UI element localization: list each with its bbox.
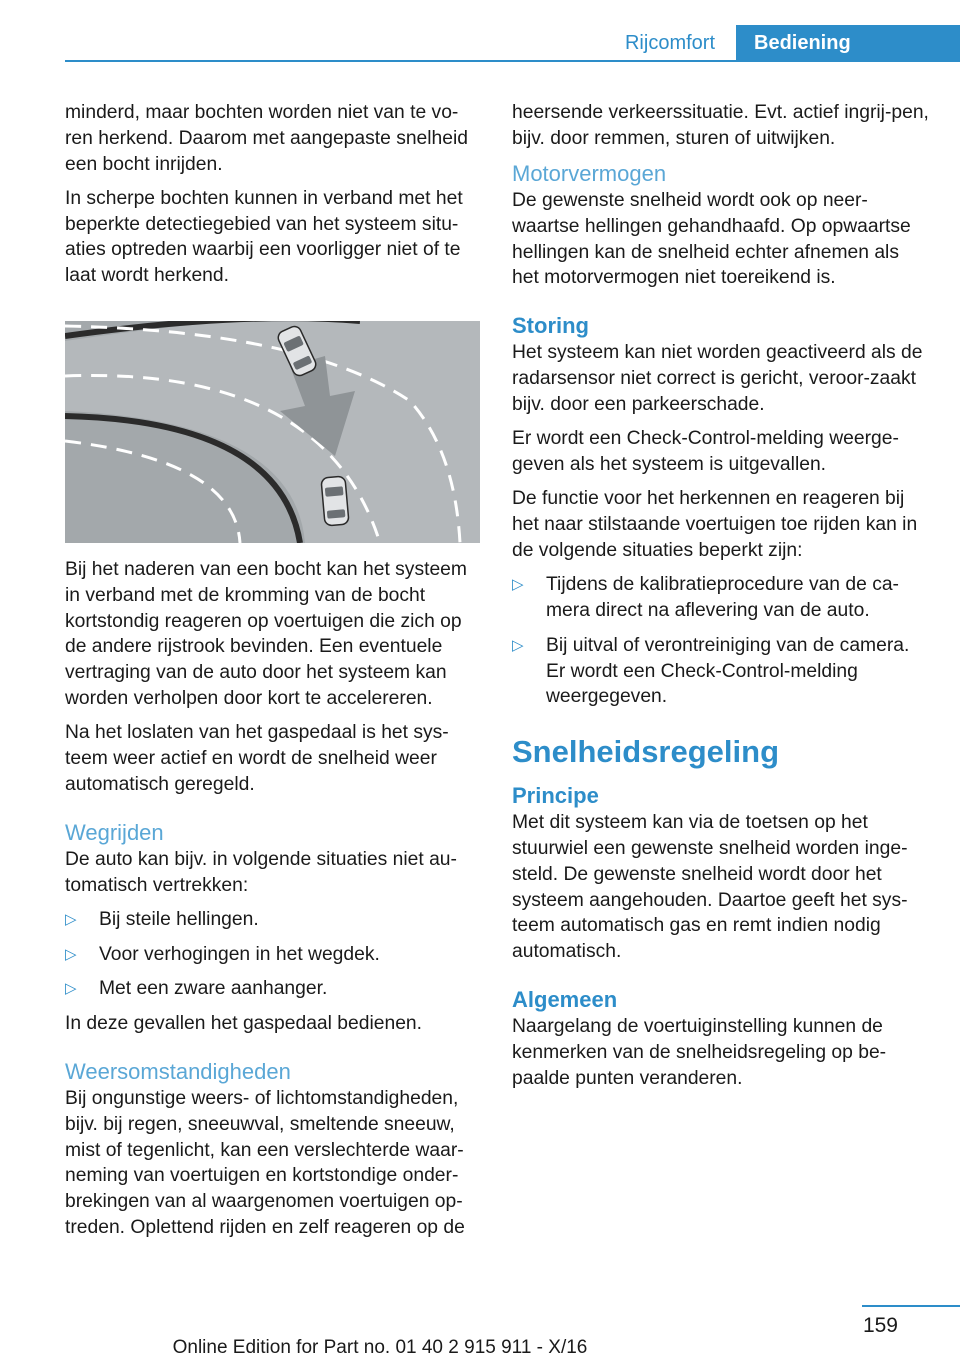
- curve-illustration: [65, 321, 480, 543]
- paragraph: heersende verkeerssituatie. Evt. actief ingrij‐pen, bijv. door remmen, sturen of uitwijken.: [512, 102, 929, 149]
- section-tab-bediening[interactable]: Bediening: [736, 25, 960, 61]
- footer-rule: [862, 1305, 960, 1307]
- paragraph: De gewenste snelheid wordt ook op neer‐waartse hellingen gehandhaafd. Op opwaartse hellingen kan de snelheid echter afnemen als het motorvermogen niet toereikend is.: [512, 190, 911, 289]
- list-item: ▷ Bij uitval of verontreiniging van de camera. Er wordt een Check-Control-melding weergegeven.: [512, 634, 910, 708]
- right-column: [512, 100, 930, 1100]
- paragraph: Naargelang de voertuiginstelling kunnen de kenmerken van de snelheidsregeling op be‐paalde punten veranderen.: [512, 1015, 887, 1089]
- heading-motorvermogen: Motorvermogen: [512, 161, 667, 187]
- heading-storing: Storing: [512, 313, 589, 339]
- heading-algemeen: Algemeen: [512, 986, 618, 1012]
- own-vehicle: [321, 476, 349, 526]
- list-wegrijden: [65, 907, 480, 1002]
- heading-wegrijden: Wegrijden: [65, 819, 164, 845]
- triangle-bullet-icon: ▷: [65, 945, 77, 963]
- section-tab-rijcomfort[interactable]: Rijcomfort: [624, 32, 715, 54]
- triangle-bullet-icon: ▷: [65, 980, 77, 998]
- paragraph: Bij het naderen van een bocht kan het systeem in verband met de kromming van de bocht kortstondig reageren op voertuigen die zich op de andere rijstrook bevinden. Een eventuele vertraging van de auto door het systeem kan worden verholpen door kort te accelereren.: [65, 559, 467, 710]
- paragraph: Bij ongunstige weers- of lichtomstandigheden, bijv. bij regen, sneeuwval, smeltende sneeuw, mist of tegenlicht, kan een verslechterde waar‐neming van voertuigen en kortstondige onder‐brekingen van al waargenomen voertuigen op‐treden. Oplettend rijden en zelf reageren op de: [65, 1088, 465, 1239]
- paragraph: Er wordt een Check-Control-melding weerge‐geven als het systeem is uitgevallen.: [512, 428, 899, 475]
- list-item: ▷ Met een zware aanhanger.: [65, 976, 480, 1002]
- edition-footer: Online Edition for Part no. 01 40 2 915 911 - X/16: [172, 1337, 588, 1358]
- paragraph: De auto kan bijv. in volgende situaties niet au‐tomatisch vertrekken:: [65, 848, 457, 896]
- paragraph: minderd, maar bochten worden niet van te vo‐ren herkend. Daarom met aangepaste snelheid een bocht inrijden.: [65, 102, 469, 175]
- triangle-bullet-icon: ▷: [512, 576, 524, 594]
- left-column: [65, 100, 480, 1249]
- paragraph: Met dit systeem kan via de toetsen op het stuurwiel een gewenste snelheid worden inge‐steld. De gewenste snelheid wordt door het systeem aangehouden. Daartoe geeft het sys‐teem automatisch gas en remt indien nodig automatisch.: [512, 812, 908, 963]
- triangle-bullet-icon: ▷: [65, 910, 77, 928]
- heading-principe: Principe: [512, 783, 599, 809]
- paragraph: In deze gevallen het gaspedaal bedienen.: [65, 1013, 422, 1035]
- page-number: 159: [862, 1314, 898, 1337]
- paragraph: De functie voor het herkennen en reageren bij het naar stilstaande voertuigen toe rijden kan in de volgende situaties beperkt zijn:: [512, 488, 918, 561]
- heading-snelheidsregeling: Snelheidsregeling: [512, 734, 780, 770]
- paragraph: In scherpe bochten kunnen in verband met het beperkte detectiegebied van het systeem situ‐aties optreden waarbij een voorligger niet of te laat wordt herkend.: [65, 187, 463, 287]
- list-item: ▷ Voor verhogingen in het wegdek.: [65, 942, 480, 968]
- list-storing: [512, 572, 930, 710]
- triangle-bullet-icon: ▷: [512, 636, 524, 654]
- heading-weersomstandigheden: Weersomstandigheden: [65, 1059, 291, 1085]
- paragraph: Na het loslaten van het gaspedaal is het sys‐teem weer actief en wordt de snelheid weer automatisch geregeld.: [65, 722, 449, 795]
- paragraph: Het systeem kan niet worden geactiveerd als de radarsensor niet correct is gericht, veroor‐zaakt bijv. door een parkeerschade.: [512, 342, 923, 415]
- list-item: ▷ Bij steile hellingen.: [65, 907, 480, 933]
- list-item: ▷ Tijdens de kalibratieprocedure van de ca‐mera direct na aflevering van de auto.: [512, 574, 899, 621]
